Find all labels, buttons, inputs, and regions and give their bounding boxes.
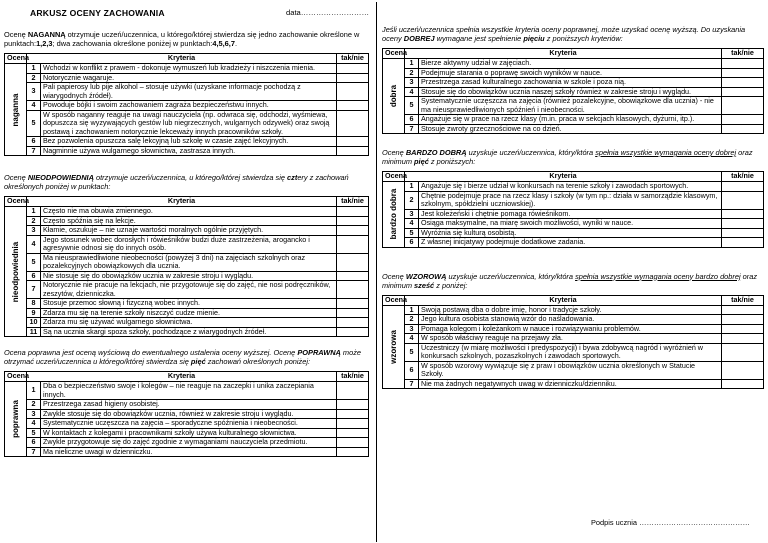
tak-nie-cell[interactable] [337,235,369,253]
kryteria-header: Kryteria [27,372,337,382]
taknie-header: tak/nie [722,49,764,59]
criteria-text: W sposób właściwy reaguje na przejawy zła. [419,334,722,344]
criteria-number: 6 [405,115,419,125]
wzorowa-table [382,295,764,390]
tak-nie-cell[interactable] [337,207,369,217]
criteria-text: Bez pozwolenia opuszcza salę lekcyjną lub szkołę w czasie zajęć lekcyjnych. [41,137,337,147]
bardzo-dobra-intro: Ocenę BARDZO DOBRĄ uzyskuje uczeń/uczennica, który/która spełnia wszystkie wymagania oceny dobrej oraz minimum pięć z poniższych: [382,148,753,166]
ocena-header: Ocena [5,54,27,64]
criteria-row [383,115,764,125]
grade-label: wzorowa [388,329,398,364]
ocena-header: Ocena [383,295,405,305]
criteria-number: 4 [405,334,419,344]
tak-nie-cell[interactable] [722,334,764,344]
criteria-number: 1 [27,64,41,74]
criteria-number: 3 [405,209,419,219]
criteria-number: 6 [27,137,41,147]
criteria-number: 7 [405,379,419,389]
tak-nie-cell[interactable] [337,400,369,410]
criteria-row [383,343,764,361]
tak-nie-cell[interactable] [722,209,764,219]
left-column [4,0,369,457]
criteria-number: 1 [405,305,419,315]
criteria-text: W kontaktach z kolegami i pracownikami szkoły używa kulturalnego słownictwa. [41,428,337,438]
wzorowa-intro: Ocenę WZOROWĄ uzyskuje uczeń/uczennica, który/która spełnia wszystkie wymagania oceny bardzo dobrej oraz minimum sześć z poniżej: [382,271,758,290]
criteria-number: 4 [27,101,41,111]
tak-nie-cell[interactable] [722,115,764,125]
grade-label-cell [383,59,405,134]
tak-nie-cell[interactable] [337,146,369,156]
criteria-row [5,299,369,309]
tak-nie-cell[interactable] [337,64,369,74]
tak-nie-cell[interactable] [722,68,764,78]
criteria-number: 5 [27,428,41,438]
criteria-text: Stosuje zwroty grzecznościowe na co dzień. [419,124,722,134]
tak-nie-cell[interactable] [722,87,764,97]
table-header-row [383,295,764,305]
criteria-number: 4 [27,235,41,253]
document-header [4,0,369,28]
criteria-text: W sposób naganny reaguje na uwagi nauczyciela (np. odwraca się, odchodzi, wyśmiewa, dopuszcza się wyzywających gestów lub niegrzecznych, wulgarnych odzywek) oraz swoją postawą i zachowaniem notorycznie lekceważy innych pracowników szkoły. [41,110,337,137]
tak-nie-cell[interactable] [337,281,369,299]
table-header-row [383,172,764,182]
dobra-table [382,48,764,134]
criteria-text: Zdarza mu się na terenie szkoły niszczyć cudze mienie. [41,308,337,318]
criteria-text: Przestrzega zasad kulturalnego zachowania w szkole i poza nią. [419,78,722,88]
criteria-row [5,253,369,271]
criteria-text: Powoduje bójki i swoim zachowaniem zagraża bezpieczeństwu innych. [41,101,337,111]
criteria-number: 2 [405,315,419,325]
criteria-number: 7 [27,447,41,457]
criteria-text: Często nie ma obuwia zmiennego. [41,207,337,217]
criteria-text: Jego stosunek wobec dorosłych i rówieśników budzi duże zastrzeżenia, arogancko i agresywnie odnosi się do innych osób. [41,235,337,253]
nieodpowiednia-table [4,196,369,337]
poprawna-intro: Ocena poprawna jest oceną wyściową do ewentualnego ustalenia oceny wyższej. Ocenę POPRAWNĄ może otrzymać uczeń/uczennica u którego/której stwierdza się pięć zachowań określonych poniżej: [4,348,362,366]
tak-nie-cell[interactable] [722,59,764,69]
grade-label-cell [5,207,27,337]
criteria-number: 11 [27,327,41,337]
criteria-row [383,124,764,134]
criteria-number: 1 [27,207,41,217]
criteria-text: Bierze aktywny udział w zajęciach. [419,59,722,69]
tak-nie-cell[interactable] [722,379,764,389]
ocena-header: Ocena [5,372,27,382]
tak-nie-cell[interactable] [722,191,764,209]
tak-nie-cell[interactable] [337,216,369,226]
tak-nie-cell[interactable] [722,97,764,115]
tak-nie-cell[interactable] [722,305,764,315]
criteria-text: Notorycznie wagaruje. [41,73,337,83]
criteria-number: 6 [27,438,41,448]
tak-nie-cell[interactable] [337,299,369,309]
criteria-row [383,219,764,229]
criteria-text: Swoją postawą dba o dobre imię, honor i tradycje szkoły. [419,305,722,315]
kryteria-header: Kryteria [405,49,722,59]
criteria-text: W sposób wzorowy wywiązuje się z praw i obowiązków ucznia określonych w Statucie Szkoły. [419,361,722,379]
tak-nie-cell[interactable] [722,219,764,229]
tak-nie-cell[interactable] [337,253,369,271]
taknie-header: tak/nie [337,54,369,64]
criteria-text: Z własnej inicjatywy podejmuje dodatkowe zadania. [419,238,722,248]
criteria-row [383,182,764,192]
ocena-header: Ocena [383,172,405,182]
criteria-text: Nagminnie używa wulgarnego słownictwa, zastrasza innych. [41,146,337,156]
tak-nie-cell[interactable] [337,447,369,457]
criteria-text: Ma nieliczne uwagi w dzienniczku. [41,447,337,457]
criteria-number: 10 [27,318,41,328]
criteria-number: 5 [27,253,41,271]
grade-label: dobra [388,84,398,108]
naganna-table [4,53,369,156]
criteria-number: 1 [405,182,419,192]
tak-nie-cell[interactable] [337,137,369,147]
criteria-row [5,419,369,429]
tak-nie-cell[interactable] [337,308,369,318]
grade-label: nieodpowiednia [10,241,20,302]
criteria-number: 3 [405,78,419,88]
criteria-number: 6 [405,361,419,379]
criteria-row [383,361,764,379]
dobra-intro: Jeśli uczeń/uczennica spełnia wszystkie kryteria oceny poprawnej, może uzyskać ocenę wyższą. Do uzyskania oceny DOBREJ wymagane jest spełnienie pięciu z poniższych kryteriów: [382,25,746,43]
criteria-row [383,379,764,389]
criteria-row [5,235,369,253]
kryteria-header: Kryteria [405,295,722,305]
criteria-text: Jego kultura osobista stanowią wzór do naśladowania. [419,315,722,325]
criteria-number: 4 [405,87,419,97]
nieodpowiednia-intro: Ocenę NIEODPOWIEDNIĄ otrzymuje uczeń/uczennica, u którego/której stwierdza się cztery z zachowań określonych poniżej w punktach: [4,173,349,191]
tak-nie-cell[interactable] [337,101,369,111]
criteria-number: 3 [27,226,41,236]
criteria-number: 6 [27,271,41,281]
criteria-text: Angażuje się w prace na rzecz klasy (m.in. praca w sekcjach klasowych, dyżurni, itp.). [419,115,722,125]
criteria-text: Wyróżnia się kulturą osobistą. [419,228,722,238]
poprawna-table [4,371,369,457]
grade-label-cell [383,182,405,248]
criteria-number: 1 [405,59,419,69]
criteria-text: Zwykle przygotowuje się do zajęć zgodnie z wymaganiami nauczyciela przedmiotu. [41,438,337,448]
grade-label-cell [383,305,405,389]
grade-label: naganna [10,93,20,126]
tak-nie-cell[interactable] [722,182,764,192]
tak-nie-cell[interactable] [337,409,369,419]
criteria-row [383,59,764,69]
criteria-row [5,83,369,101]
criteria-text: Pali papierosy lub pije alkohol – stosuje używki (uzyskane informacje pochodzą z wiarygodnych źródeł). [41,83,337,101]
criteria-number: 3 [27,83,41,101]
criteria-number: 3 [405,324,419,334]
criteria-text: Podejmuje starania o poprawę swoich wyników w nauce. [419,68,722,78]
tak-nie-cell[interactable] [337,318,369,328]
criteria-number: 2 [27,216,41,226]
criteria-row [5,400,369,410]
criteria-number: 5 [405,228,419,238]
naganna-intro: Ocenę NAGANNĄ otrzymuje uczeń/uczennica, u którego/której stwierdza się jedno zachowanie określone w punktach:1,2,3; dwa zachowania określone poniżej w punktach:4,5,6,7. [4,30,360,48]
criteria-row [5,438,369,448]
tak-nie-cell[interactable] [337,73,369,83]
tak-nie-cell[interactable] [722,324,764,334]
criteria-text: Dba o bezpieczeństwo swoje i kolegów – nie reaguje na zaczepki i unika zaczepiania innych. [41,382,337,400]
tak-nie-cell[interactable] [722,78,764,88]
criteria-text: Kłamie, oszukuje – nie uznaje wartości moralnych ogólnie przyjętych. [41,226,337,236]
criteria-number: 2 [405,68,419,78]
tak-nie-cell[interactable] [722,238,764,248]
tak-nie-cell[interactable] [722,124,764,134]
student-signature: Podpis ucznia ……………………………………… [591,518,750,527]
right-column [382,0,764,389]
criteria-text: Wchodzi w konflikt z prawem - dokonuje wymuszeń lub kradzieży i niszczenia mienia. [41,64,337,74]
date-field: data……………………… [286,8,370,17]
criteria-row [5,447,369,457]
table-header-row [383,49,764,59]
criteria-row [5,226,369,236]
tak-nie-cell[interactable] [337,419,369,429]
criteria-number: 7 [27,146,41,156]
criteria-text: Często spóźnia się na lekcje. [41,216,337,226]
criteria-text: Systematycznie uczęszcza na zajęcia – sporadyczne spóźnienia i nieobecności. [41,419,337,429]
tak-nie-cell[interactable] [337,83,369,101]
criteria-text: Notorycznie nie pracuje na lekcjach, nie przygotowuje się do zajęć, nie nosi podręczników, zeszytów, dzienniczka. [41,281,337,299]
criteria-text: Zwykle stosuje się do obowiązków ucznia, również w zakresie stroju i wyglądu. [41,409,337,419]
criteria-number: 8 [27,299,41,309]
criteria-number: 2 [27,73,41,83]
criteria-number: 1 [27,382,41,400]
criteria-row [5,327,369,337]
table-header-row [5,372,369,382]
tak-nie-cell[interactable] [722,315,764,325]
kryteria-header: Kryteria [27,197,337,207]
grade-label: poprawna [10,400,20,438]
tak-nie-cell[interactable] [337,382,369,400]
tak-nie-cell[interactable] [337,438,369,448]
criteria-number: 3 [27,409,41,419]
criteria-number: 2 [27,400,41,410]
criteria-row [5,137,369,147]
criteria-number: 9 [27,308,41,318]
criteria-row [383,191,764,209]
criteria-text: Stosuje się do obowiązków ucznia naszej szkoły również w zakresie stroju i wyglądu. [419,87,722,97]
tak-nie-cell[interactable] [722,228,764,238]
kryteria-header: Kryteria [27,54,337,64]
criteria-row [5,318,369,328]
criteria-text: Ma nieusprawiedliwione nieobecności (powyżej 3 dni) na zajęciach szkolnych oraz pozalekcyjnych obowiązkowych dla ucznia. [41,253,337,271]
criteria-number: 5 [405,97,419,115]
criteria-number: 5 [405,343,419,361]
ocena-header: Ocena [383,49,405,59]
criteria-text: Zdarza mu się używać wulgarnego słownictwa. [41,318,337,328]
kryteria-header: Kryteria [405,172,722,182]
criteria-row [5,207,369,217]
taknie-header: tak/nie [337,372,369,382]
taknie-header: tak/nie [722,295,764,305]
criteria-row [383,97,764,115]
criteria-row [5,281,369,299]
criteria-number: 5 [27,110,41,137]
tak-nie-cell[interactable] [722,343,764,361]
criteria-row [5,146,369,156]
criteria-row [383,315,764,325]
criteria-row [5,101,369,111]
criteria-number: 7 [405,124,419,134]
criteria-number: 4 [405,219,419,229]
criteria-text: Nie stosuje się do obowiązków ucznia w zakresie stroju i wyglądu. [41,271,337,281]
grade-label-cell [5,64,27,156]
tak-nie-cell[interactable] [337,428,369,438]
criteria-number: 2 [405,191,419,209]
column-divider [376,2,377,542]
tak-nie-cell[interactable] [337,271,369,281]
criteria-text: Uczestniczy (w miarę możliwości i predyspozycji) i bywa zdobywcą nagród i wyróżnień w konkursach szkolnych, pozaszkolnych i zawodach sportowych. [419,343,722,361]
criteria-number: 4 [27,419,41,429]
taknie-header: tak/nie [337,197,369,207]
criteria-text: Pomaga kolegom i koleżankom w nauce i rozwiązywaniu problemów. [419,324,722,334]
criteria-number: 6 [405,238,419,248]
criteria-text: Systematycznie uczęszcza na zajęcia (również pozalekcyjne, obowiązkowe dla ucznia) - nie ma nieusprawiedliwionych spóźnień i nieobecności. [419,97,722,115]
table-header-row [5,197,369,207]
criteria-text: Osiąga maksymalne, na miarę swoich możliwości, wyniki w nauce. [419,219,722,229]
criteria-text: Jest koleżeński i chętnie pomaga rówieśnikom. [419,209,722,219]
criteria-row [5,64,369,74]
grade-label-cell [5,382,27,457]
criteria-text: Przestrzega zasad higieny osobistej. [41,400,337,410]
bardzo-dobra-table [382,171,764,248]
grade-label: bardzo dobra [388,188,398,240]
criteria-row [5,110,369,137]
tak-nie-cell[interactable] [337,226,369,236]
document-title: ARKUSZ OCENY ZACHOWANIA [30,8,165,18]
criteria-text: Są na ucznia skargi spoza szkoły, pochodzące z wiarygodnych źródeł. [41,327,337,337]
criteria-text: Chętnie podejmuje prace na rzecz klasy i szkoły (w tym np.: działa w samorządzie klasowym, szkolnym, spółdzielni uczniowskiej). [419,191,722,209]
tak-nie-cell[interactable] [722,361,764,379]
criteria-row [383,78,764,88]
criteria-number: 7 [27,281,41,299]
ocena-header: Ocena [5,197,27,207]
criteria-text: Nie ma żadnych negatywnych uwag w dzienniczku/dzienniku. [419,379,722,389]
criteria-row [383,238,764,248]
tak-nie-cell[interactable] [337,110,369,137]
taknie-header: tak/nie [722,172,764,182]
table-header-row [5,54,369,64]
criteria-text: Stosuje przemoc słowną i fizyczną wobec innych. [41,299,337,309]
criteria-text: Angażuje się i bierze udział w konkursach na terenie szkoły i zawodach sportowych. [419,182,722,192]
tak-nie-cell[interactable] [337,327,369,337]
criteria-row [383,334,764,344]
criteria-row [5,382,369,400]
